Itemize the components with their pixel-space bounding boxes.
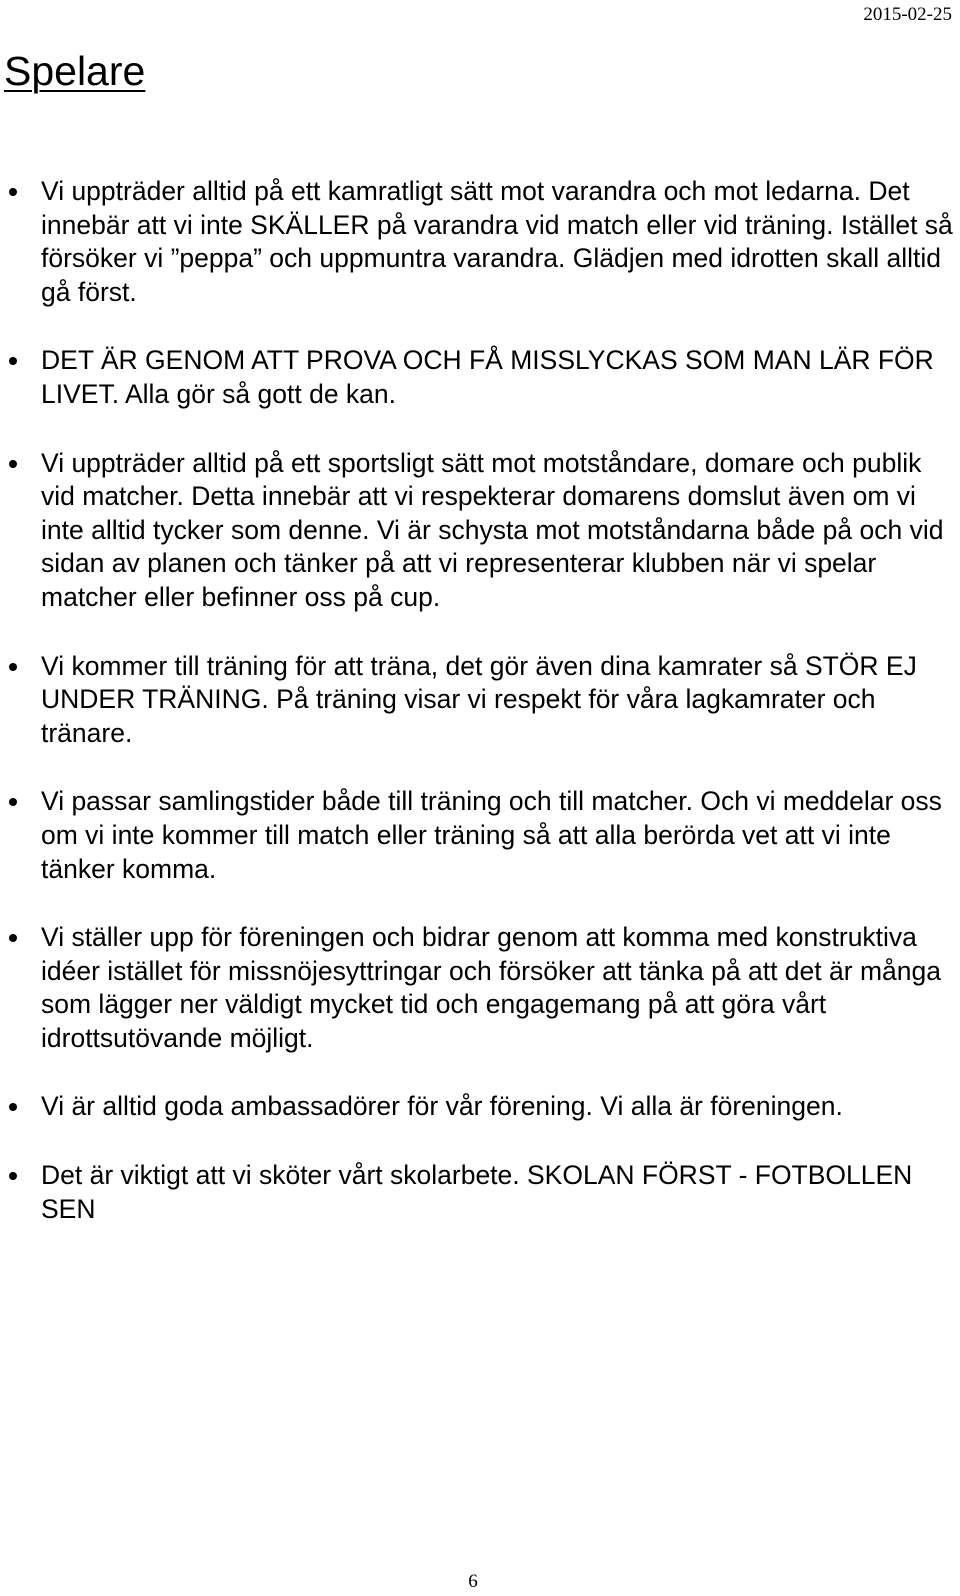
bullet-icon bbox=[9, 188, 17, 196]
bullet-icon bbox=[9, 798, 17, 806]
list-item-text: Vi kommer till träning för att träna, det gör även dina kamrater så STÖR EJ UNDER TRÄNING. På träning visar vi respekt för våra lagkamrater och tränare. bbox=[41, 650, 917, 748]
page-number: 6 bbox=[468, 1571, 478, 1592]
list-item-text: Vi ställer upp för föreningen och bidrar genom att komma med konstruktiva idéer istället för missnöjesyttringar och försöker att tänka på att det är många som lägger ner väldigt mycket tid och engagemang på att göra vårt idrottsutövande möjligt. bbox=[41, 922, 941, 1053]
list-item bbox=[0, 650, 960, 751]
list-item-text: Vi passar samlingstider både till träning och till matcher. Och vi meddelar oss om vi inte kommer till match eller träning så att alla berörda vet att vi inte tänker komma. bbox=[41, 786, 942, 884]
list-item-text: Vi är alltid goda ambassadörer för vår förening. Vi alla är föreningen. bbox=[41, 1091, 843, 1122]
rules-list bbox=[0, 175, 960, 1261]
list-item bbox=[0, 1090, 960, 1124]
bullet-icon bbox=[9, 460, 17, 468]
bullet-icon bbox=[9, 1172, 17, 1180]
bullet-icon bbox=[9, 1103, 17, 1111]
bullet-icon bbox=[9, 357, 17, 365]
page-title: Spelare bbox=[4, 48, 146, 94]
list-item bbox=[0, 921, 960, 1055]
list-item bbox=[0, 344, 960, 411]
list-item-text: Vi uppträder alltid på ett kamratligt sätt mot varandra och mot ledarna. Det innebär att vi inte SKÄLLER på varandra vid match eller vid träning. Istället så försöker vi ”peppa” och uppmuntra varandra. Glädjen med idrotten skall alltid gå först. bbox=[41, 176, 953, 307]
list-item-text: DET ÄR GENOM ATT PROVA OCH FÅ MISSLYCKAS SOM MAN LÄR FÖR LIVET. Alla gör så gott de kan. bbox=[41, 345, 934, 409]
list-item bbox=[0, 1159, 960, 1226]
list-item bbox=[0, 175, 960, 309]
document-date: 2015-02-25 bbox=[863, 4, 952, 25]
list-item-text: Det är viktigt att vi sköter vårt skolarbete. SKOLAN FÖRST - FOTBOLLEN SEN bbox=[41, 1160, 913, 1224]
bullet-icon bbox=[9, 663, 17, 671]
bullet-icon bbox=[9, 934, 17, 942]
list-item bbox=[0, 785, 960, 886]
list-item-text: Vi uppträder alltid på ett sportsligt sätt mot motståndare, domare och publik vid matcher. Detta innebär att vi respekterar domarens domslut även om vi inte alltid tycker som denne. Vi är schysta mot motståndarna både på och vid sidan av planen och tänker på att vi representerar klubben när vi spelar matcher eller befinner oss på cup. bbox=[41, 447, 944, 612]
list-item bbox=[0, 447, 960, 615]
